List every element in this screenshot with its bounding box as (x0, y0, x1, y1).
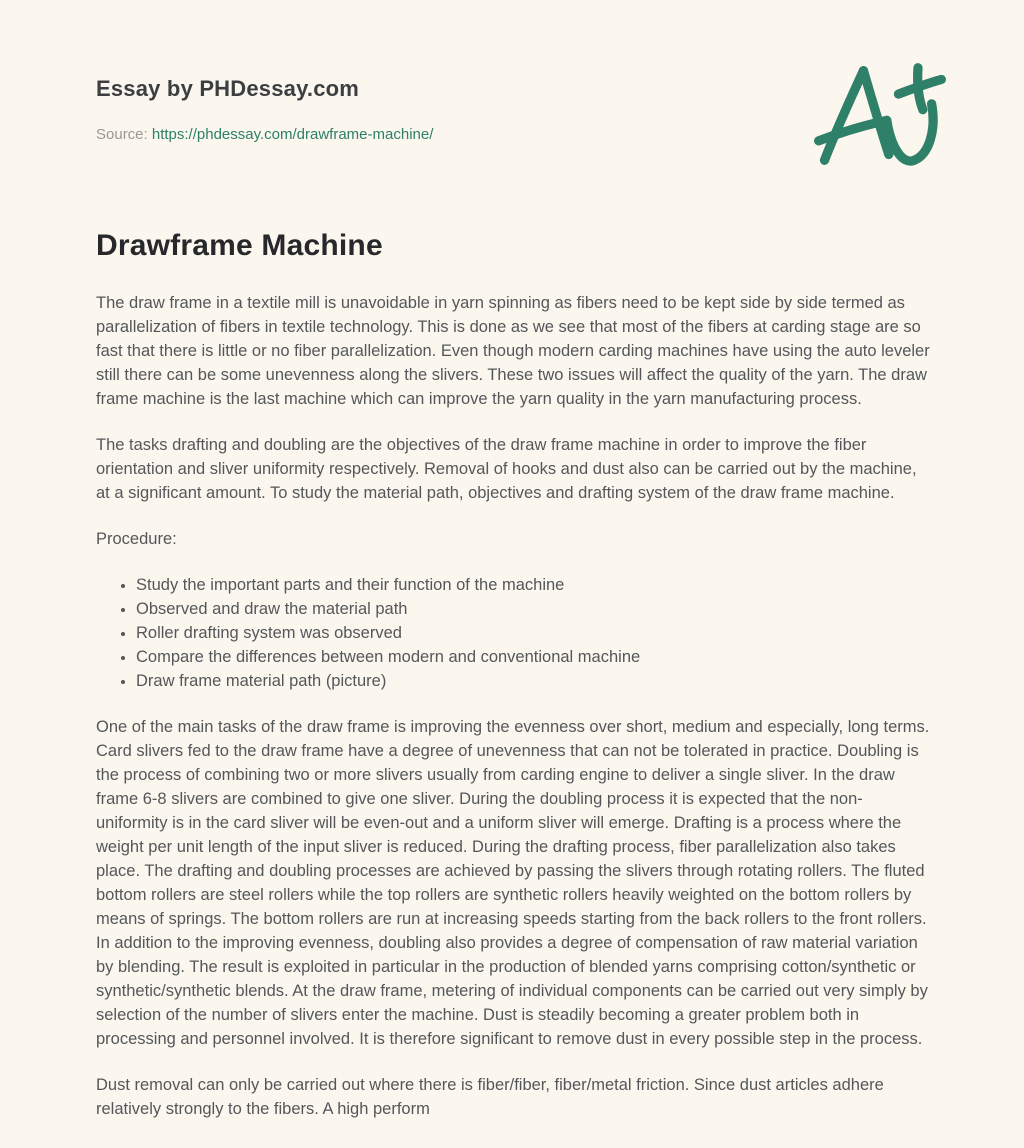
essay-byline: Essay by PHDessay.com (96, 76, 360, 101)
page-title: Drawframe Machine (96, 229, 383, 262)
essay-body (96, 291, 934, 1121)
phdessay-a-plus-logo-icon (814, 60, 946, 172)
procedure-heading: Procedure: (96, 530, 177, 548)
procedure-item: • Roller drafting system was observed (136, 621, 934, 645)
procedure-item: • Draw frame material path (picture) (136, 669, 934, 693)
procedure-item: • Compare the differences between modern and conventional machine (136, 645, 934, 669)
essay-paragraph-4: Dust removal can only be carried out where there is fiber/fiber, fiber/metal friction. Since dust articles adhere relatively strongly to the fibers. A high perform (96, 1076, 884, 1118)
procedure-item: • Observed and draw the material path (136, 597, 934, 621)
essay-paragraph-2: The tasks drafting and doubling are the objectives of the draw frame machine in order to improve the fiber orientation and sliver uniformity respectively. Removal of hooks and dust also can be carried out by the machine, at a significant amount. To study the material path, objectives and drafting system of the draw frame machine. (96, 436, 917, 502)
procedure-item: • Study the important parts and their function of the machine (136, 573, 934, 597)
procedure-list (96, 573, 934, 693)
source-label: Source: (96, 126, 148, 143)
source-url-link[interactable]: https://phdessay.com/drawframe-machine/ (151, 126, 434, 143)
essay-paragraph-3: One of the main tasks of the draw frame is improving the evenness over short, medium and especially, long terms. Card slivers fed to the draw frame have a degree of unevenness that can not be tolerated in practice. Doubling is the process of combining two or more slivers usually from carding engine to deliver a single sliver. In the draw frame 6-8 slivers are combined to give one sliver. During the doubling process it is expected that the non-uniformity is in the card sliver will be even-out and a uniform sliver will emerge. Drafting is a process where the weight per unit length of the input sliver is reduced. During the drafting process, fiber parallelization also takes place. The drafting and doubling processes are achieved by passing the slivers through rotating rollers. The fluted bottom rollers are steel rollers while the top rollers are synthetic rollers heavily weighted on the bottom rollers by means of springs. The bottom rollers are run at increasing speeds starting from the back rollers to the front rollers. In addition to the improving evenness, doubling also provides a degree of compensation of raw material variation by blending. The result is exploited in particular in the production of blended yarns comprising cotton/synthetic or synthetic/synthetic blends. At the draw frame, metering of individual components can be carried out very simply by selection of the number of slivers enter the machine. Dust is steadily becoming a greater problem both in processing and personnel involved. It is therefore significant to remove dust in every possible step in the process. (96, 718, 930, 1048)
essay-paragraph-1: The draw frame in a textile mill is unavoidable in yarn spinning as fibers need to be kept side by side termed as parallelization of fibers in textile technology. This is done as we see that most of the fibers at carding stage are so fast that there is little or no fiber parallelization. Even though modern carding machines have using the auto leveler still there can be some unevenness along the slivers. These two issues will affect the quality of the yarn. The draw frame machine is the last machine which can improve the yarn quality in the yarn manufacturing process. (96, 294, 930, 408)
source-line (96, 126, 930, 143)
